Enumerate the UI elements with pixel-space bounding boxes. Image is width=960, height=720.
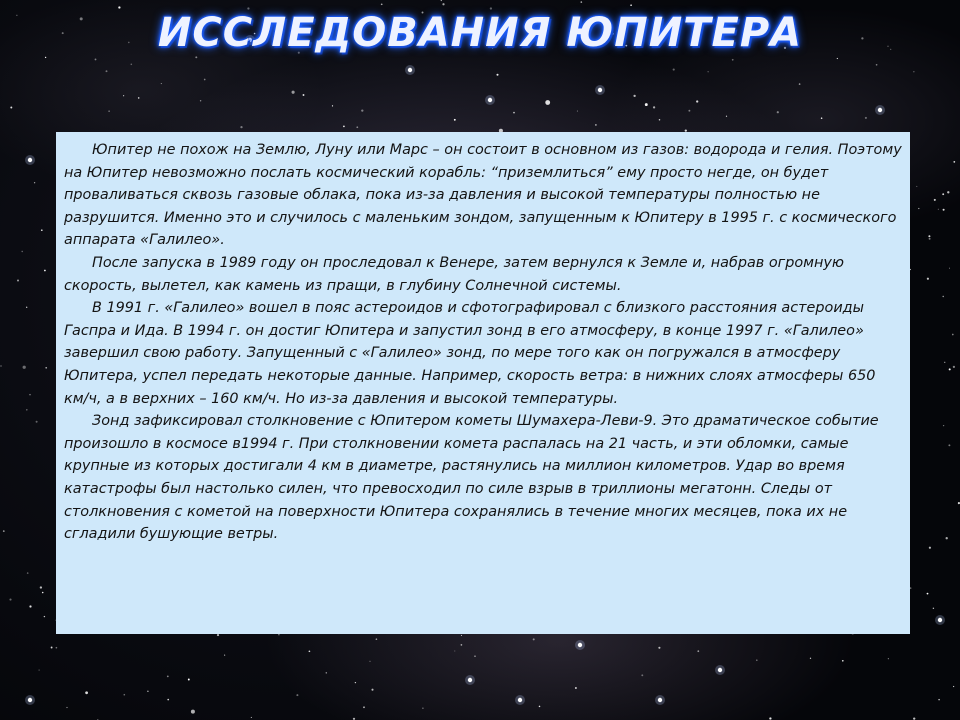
- star: [29, 394, 31, 396]
- star: [938, 209, 939, 210]
- star: [929, 547, 931, 549]
- star: [842, 660, 844, 662]
- star: [26, 307, 27, 308]
- star: [910, 587, 912, 589]
- star: [66, 707, 67, 708]
- star: [943, 425, 944, 426]
- star: [545, 100, 550, 105]
- star: [454, 119, 456, 121]
- star: [381, 3, 383, 5]
- star: [167, 699, 169, 701]
- star: [361, 109, 363, 111]
- star: [461, 644, 463, 646]
- star: [533, 638, 535, 640]
- star: [953, 686, 954, 687]
- star: [575, 687, 577, 689]
- star: [645, 103, 648, 106]
- star: [123, 95, 124, 96]
- star: [124, 694, 126, 696]
- star: [45, 57, 46, 58]
- star: [296, 694, 298, 696]
- star: [45, 367, 47, 369]
- star: [355, 682, 356, 683]
- star: [200, 100, 201, 101]
- star: [326, 672, 327, 673]
- star: [108, 110, 110, 112]
- star: [371, 689, 373, 691]
- star: [943, 296, 944, 297]
- star: [927, 593, 929, 595]
- star: [240, 126, 242, 128]
- star: [837, 58, 838, 59]
- star: [454, 650, 455, 651]
- star: [946, 537, 948, 539]
- star: [9, 599, 11, 601]
- star: [369, 661, 370, 662]
- star: [442, 3, 444, 5]
- star: [118, 6, 120, 8]
- paragraph-4: Зонд зафиксировал столкновение с Юпитером кометы Шумахера-Леви-9. Это драматическое событие произошло в космосе в1994 г. При столкновении комета распалась на 21 часть, и эти обломки, самые крупные из которых достигали 4 км в диаметре, растянулись на миллион километров. Удар во время катастрофы был настолько силен, что превосходил по силе взрыв в триллионы мегатонн. Следы от столкновения с кометой на поверхности Юпитера сохранялись в течение многих месяцев, пока их не сгладили бушующие ветры.: [64, 413, 879, 543]
- star: [777, 111, 779, 113]
- star: [292, 91, 295, 94]
- star: [697, 650, 699, 652]
- star: [224, 655, 225, 656]
- star: [810, 658, 811, 659]
- star: [865, 117, 867, 119]
- star: [42, 592, 44, 594]
- star: [10, 107, 12, 109]
- star: [51, 647, 53, 649]
- star: [363, 706, 365, 708]
- star: [44, 270, 46, 272]
- star: [422, 707, 424, 709]
- star: [496, 74, 498, 76]
- star: [36, 421, 38, 423]
- star: [191, 710, 195, 714]
- star: [29, 605, 31, 607]
- star: [942, 193, 944, 195]
- star: [799, 83, 801, 85]
- bright-star: [598, 88, 602, 92]
- star: [95, 58, 97, 60]
- slide-title: ИССЛЕДОВАНИЯ ЮПИТЕРА: [157, 10, 803, 56]
- bright-star: [408, 68, 412, 72]
- bright-star: [28, 698, 32, 702]
- star: [696, 100, 698, 102]
- star: [251, 717, 252, 718]
- bright-star: [488, 98, 492, 102]
- star: [17, 279, 19, 281]
- star: [161, 83, 162, 84]
- bright-star: [28, 158, 32, 162]
- star: [933, 608, 934, 609]
- star: [26, 409, 28, 411]
- star: [756, 659, 758, 661]
- star: [106, 70, 108, 72]
- star: [23, 366, 26, 369]
- bright-star: [658, 698, 662, 702]
- paragraph-2: После запуска в 1989 году он проследовал к Венере, затем вернулся к Земле и, набрав огромную скорость, вылетел, как камень из пращи, в глубину Солнечной системы.: [64, 254, 845, 294]
- star: [40, 586, 42, 588]
- star: [633, 95, 635, 97]
- star: [21, 251, 22, 252]
- star: [356, 126, 358, 128]
- star: [641, 674, 643, 676]
- star: [376, 638, 378, 640]
- bright-star: [938, 618, 942, 622]
- star: [278, 634, 279, 635]
- text-box: [56, 132, 910, 634]
- bright-star: [468, 678, 472, 682]
- star: [943, 209, 945, 211]
- star: [913, 717, 915, 719]
- star: [461, 635, 462, 636]
- star: [821, 117, 823, 119]
- star: [927, 278, 929, 280]
- star: [303, 94, 305, 96]
- star: [147, 690, 149, 692]
- star: [658, 647, 660, 649]
- star: [131, 64, 133, 66]
- star: [217, 634, 219, 636]
- star: [953, 366, 955, 368]
- star: [34, 182, 35, 183]
- star: [938, 699, 940, 701]
- bright-star: [578, 643, 582, 647]
- paragraph-1: Юпитер не похож на Землю, Луну или Марс – он состоит в основном из газов: водорода и гелия. Поэтому на Юпитер невозможно послать космический корабль: “приземлиться” ему просто негде, он будет проваливаться сквозь газовые облака, пока из-за давления и высокой температуры полностью не разрушится. Именно это и случилось с маленьким зондом, запущенным к Юпитеру в 1995 г. с космического аппарата «Галилео».: [64, 142, 902, 249]
- bright-star: [518, 698, 522, 702]
- star: [888, 658, 889, 659]
- star: [653, 106, 655, 108]
- star: [913, 71, 914, 72]
- star: [916, 186, 917, 187]
- star: [1, 366, 2, 367]
- paragraph-3: В 1991 г. «Галилео» вошел в пояс астероидов и сфотографировал с близкого расстояния астероиды Гаспра и Ида. В 1994 г. он достиг Юпитера и запустил зонд в его атмосферу, в конце 1997 г. «Галилео» завершил свою работу. Запущенный с «Галилео» зонд, по мере того как он погружался в атмосферу Юпитера, успел передать некоторые данные. Например, скорость ветра: в нижних слоях атмосферы 650 км/ч, а в верхних – 160 км/ч. Но из-за давления и высокой температуры.: [64, 300, 876, 407]
- star: [673, 69, 675, 71]
- star: [85, 691, 88, 694]
- star: [947, 191, 949, 193]
- star: [195, 56, 197, 58]
- star: [944, 362, 945, 363]
- star: [474, 655, 476, 657]
- star: [343, 126, 345, 128]
- bright-star: [878, 108, 882, 112]
- star: [332, 105, 333, 106]
- star: [876, 64, 878, 66]
- star: [949, 268, 950, 269]
- star: [708, 71, 709, 72]
- star: [39, 670, 40, 671]
- star: [27, 572, 29, 574]
- star: [309, 650, 311, 652]
- star: [949, 368, 951, 370]
- star: [188, 679, 190, 681]
- star: [952, 334, 954, 336]
- star: [726, 116, 727, 117]
- star: [441, 0, 442, 1]
- star: [929, 238, 931, 240]
- star: [44, 616, 45, 617]
- star: [577, 111, 578, 112]
- star: [167, 675, 169, 677]
- star: [688, 110, 690, 112]
- star: [41, 229, 43, 231]
- star: [630, 4, 632, 6]
- star: [918, 208, 919, 209]
- star: [769, 717, 771, 719]
- star: [595, 124, 597, 126]
- star: [581, 1, 583, 3]
- star: [138, 97, 140, 99]
- star: [953, 161, 955, 163]
- star: [928, 235, 930, 237]
- star: [934, 199, 936, 201]
- star: [3, 530, 5, 532]
- bright-star: [718, 668, 722, 672]
- star: [732, 59, 734, 61]
- star: [204, 79, 206, 81]
- star: [56, 647, 58, 649]
- star: [948, 444, 950, 446]
- star: [539, 706, 541, 708]
- star: [659, 119, 661, 121]
- star: [513, 112, 515, 114]
